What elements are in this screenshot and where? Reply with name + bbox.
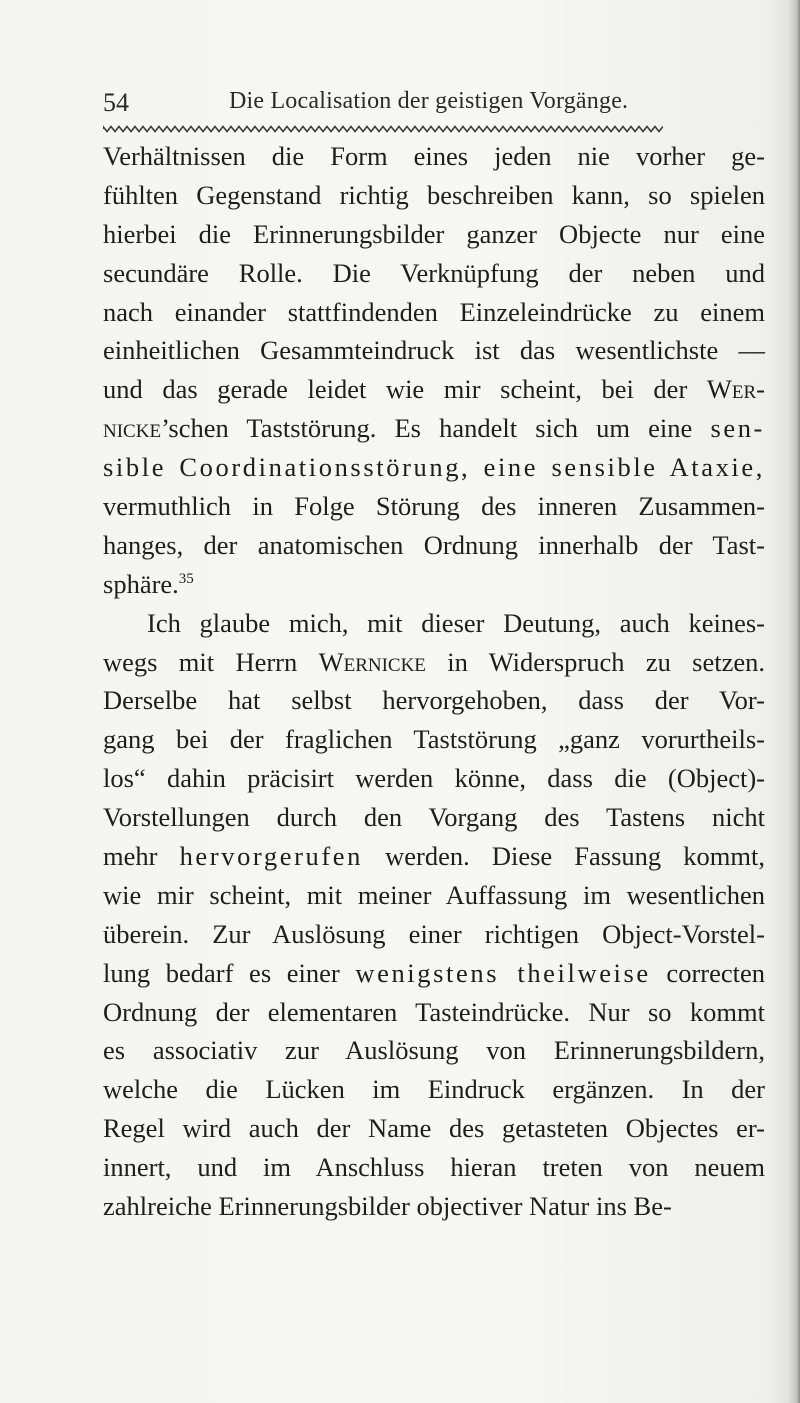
text-run: Verhältnissen die Form eines jeden nie vorher ge- [103,141,765,171]
text-run: und das gerade leidet wie mir scheint, bei der [103,374,707,405]
text-line [103,759,765,798]
text-line [103,1187,765,1226]
text-line [103,176,765,215]
text-line [103,409,765,448]
text-line [103,215,765,254]
text-line [103,993,765,1032]
running-title: Die Localisation der geistigen Vorgänge. [229,88,629,114]
small-caps-name: nicke [103,413,162,444]
text-run: lung bedarf es einer [103,957,356,988]
text-run: secundäre Rolle. Die Verknüpfung der neben und [103,257,765,288]
text-line [103,915,765,954]
page-edge-shadow [788,0,800,1403]
text-run: Derselbe hat selbst hervorgehoben, dass der Vor- [103,685,765,716]
text-line [103,876,765,915]
text-run: Ich glaube mich, mit dieser Deutung, auch keines- [147,607,765,638]
text-run: sphäre. [103,568,179,599]
text-run: in Widerspruch zu setzen. [425,646,765,677]
decorative-wavy-rule [103,124,663,134]
text-line [103,1070,765,1109]
text-line [103,604,765,643]
spaced-emphasis: hervorgerufen [179,841,363,872]
text-line [103,1109,765,1148]
spaced-emphasis: wenigstens theilweise [355,957,651,988]
text-line [103,1148,765,1187]
text-run: nach einander stattfindenden Einzeleindrücke zu einem [103,296,765,327]
text-run: werden. Diese Fassung kommt, [362,841,765,872]
text-line [103,1031,765,1070]
spaced-emphasis: sible Coordinationsstörung, eine sensible Ataxie, [103,452,765,483]
text-line [103,526,765,565]
text-run: es associativ zur Auslösung von Erinnerungsbildern, [103,1035,765,1066]
text-line [103,720,765,759]
text-line [103,798,765,837]
text-line [103,954,765,993]
text-run: Vorstellungen durch den Vorgang des Tastens nicht [103,802,765,833]
text-run: hierbei die Erinnerungsbilder ganzer Objecte nur eine [103,218,765,249]
page-header [103,88,663,122]
text-run: zahlreiche Erinnerungsbilder objectiver Natur ins Be- [103,1191,672,1222]
text-run: einheitlichen Gesammteindruck ist das wesentlichste — [103,335,765,366]
text-line [103,254,765,293]
text-line [103,565,765,604]
body-text [103,137,765,1226]
text-line [103,448,765,487]
text-line [103,837,765,876]
small-caps-name: Wernicke [318,646,426,677]
text-line [103,293,765,332]
small-caps-name: Wer- [706,374,765,405]
text-run: innert, und im Anschluss hieran treten von neuem [103,1152,765,1183]
text-line [103,487,765,526]
text-line [103,643,765,682]
spaced-emphasis: sen- [710,413,765,444]
text-line [103,681,765,720]
text-line [103,331,765,370]
text-run: gang bei der fraglichen Taststörung „ganz vorurtheils- [103,724,765,755]
text-run: los“ dahin präcisirt werden könne, dass die (Object)- [103,763,765,794]
text-run: vermuthlich in Folge Störung des inneren Zusammen- [103,491,765,522]
page-number: 54 [103,88,129,117]
text-run: Ordnung der elementaren Tasteindrücke. Nur so kommt [103,996,765,1027]
text-run: überein. Zur Auslösung einer richtigen Object-Vorstel- [103,918,765,949]
text-run: fühlten Gegenstand richtig beschreiben kann, so spielen [103,179,765,210]
text-line [103,370,765,409]
text-run: wie mir scheint, mit meiner Auffassung im wesentlichen [103,879,765,910]
text-run: correcten [650,957,765,988]
text-line [103,137,765,176]
text-run: Regel wird auch der Name des getasteten Objectes er- [103,1113,765,1144]
text-run: mehr [103,841,180,872]
text-run: hanges, der anatomischen Ordnung innerhalb der Tast- [103,529,765,560]
text-run: welche die Lücken im Eindruck ergänzen. In der [103,1074,765,1105]
footnote-marker: 35 [178,570,194,587]
text-run: wegs mit Herrn [103,646,319,677]
text-run: ’schen Taststörung. Es handelt sich um eine [161,413,711,444]
